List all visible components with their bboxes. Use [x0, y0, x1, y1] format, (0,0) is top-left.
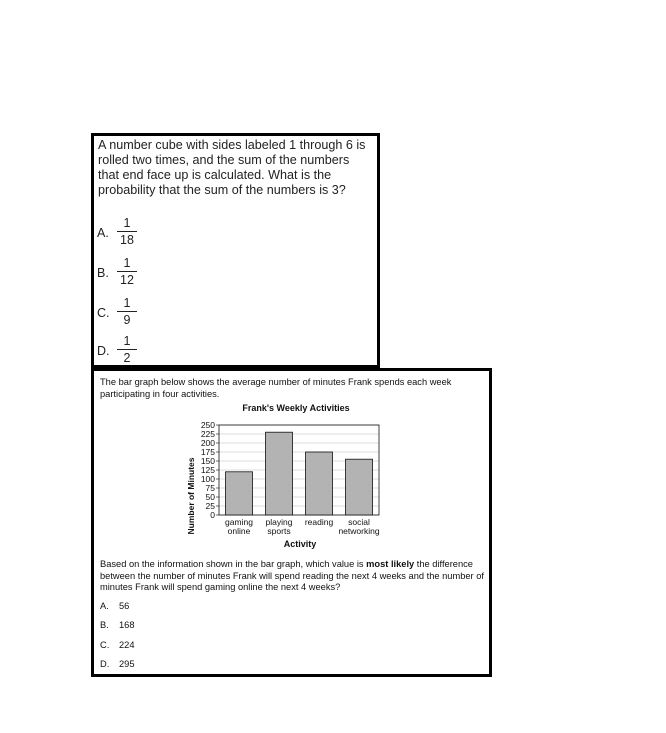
x-tick-label: networking — [338, 526, 380, 536]
fraction — [117, 296, 137, 327]
y-tick-label: 75 — [205, 483, 215, 493]
choice-letter: B. — [97, 266, 109, 280]
y-tick-label: 175 — [200, 447, 215, 457]
x-tick-label: playing — [265, 517, 293, 527]
choice-letter: A. — [97, 226, 109, 240]
question-2-prompt — [100, 559, 484, 594]
bar — [346, 459, 373, 515]
y-tick-label: 250 — [200, 420, 215, 430]
option-letter: C. — [100, 640, 110, 650]
choice-letter: C. — [97, 306, 110, 320]
denominator: 12 — [120, 273, 134, 287]
chart-title: Frank's Weekly Activities — [242, 403, 350, 413]
prompt-emphasis: most likely — [366, 559, 415, 569]
denominator: 2 — [123, 351, 131, 365]
denominator: 18 — [120, 233, 134, 247]
fraction — [117, 256, 137, 287]
numerator: 1 — [123, 296, 131, 310]
choice-letter: D. — [97, 344, 110, 358]
denominator: 9 — [123, 313, 131, 327]
x-tick-label: sports — [267, 526, 291, 536]
question-2-card — [91, 368, 492, 677]
y-tick-label: 0 — [210, 510, 215, 520]
question-1-text: A number cube with sides labeled 1 through 6 is rolled two times, and the sum of the numbers that end face up is calculated. What is the probability that the sum of the numbers is 3? — [98, 138, 366, 197]
bar-chart — [174, 403, 414, 558]
fraction — [117, 334, 137, 365]
option-letter: D. — [100, 659, 110, 669]
option-c[interactable] — [100, 640, 135, 650]
bar — [306, 452, 333, 515]
numerator: 1 — [123, 334, 131, 348]
numerator: 1 — [123, 216, 131, 230]
x-tick-label: reading — [304, 517, 334, 527]
bar — [226, 472, 253, 515]
option-value: 56 — [119, 601, 130, 611]
question-2-intro: The bar graph below shows the average number of minutes Frank spends each week participating in four activities. — [100, 377, 452, 399]
prompt-text-end: the difference between the number of minutes Frank will spend reading the next 4 weeks and the number of minutes Frank will spend gaming online the next 4 weeks? — [100, 559, 484, 592]
option-a[interactable] — [100, 601, 129, 611]
y-tick-label: 200 — [200, 438, 215, 448]
y-tick-label: 225 — [200, 429, 215, 439]
prompt-text-start: Based on the information shown in the bar graph, which value is — [100, 559, 367, 569]
option-b[interactable] — [100, 620, 135, 630]
fraction — [117, 216, 137, 247]
x-tick-label: social — [348, 517, 370, 527]
option-value: 168 — [119, 620, 135, 630]
x-axis-label: Activity — [283, 539, 317, 549]
y-tick-label: 25 — [205, 501, 215, 511]
option-d[interactable] — [100, 659, 135, 669]
option-value: 295 — [119, 659, 135, 669]
question-1-card — [91, 133, 380, 368]
y-tick-label: 150 — [200, 456, 215, 466]
bar — [266, 432, 293, 515]
y-tick-label: 125 — [200, 465, 215, 475]
y-axis-label: Number of Minutes — [186, 457, 196, 535]
bar-chart-svg — [174, 403, 414, 553]
x-tick-label: gaming — [225, 517, 253, 527]
option-letter: A. — [100, 601, 109, 611]
numerator: 1 — [123, 256, 131, 270]
y-tick-label: 100 — [200, 474, 215, 484]
x-tick-label: online — [227, 526, 251, 536]
option-letter: B. — [100, 620, 109, 630]
option-value: 224 — [119, 640, 135, 650]
y-tick-label: 50 — [205, 492, 215, 502]
